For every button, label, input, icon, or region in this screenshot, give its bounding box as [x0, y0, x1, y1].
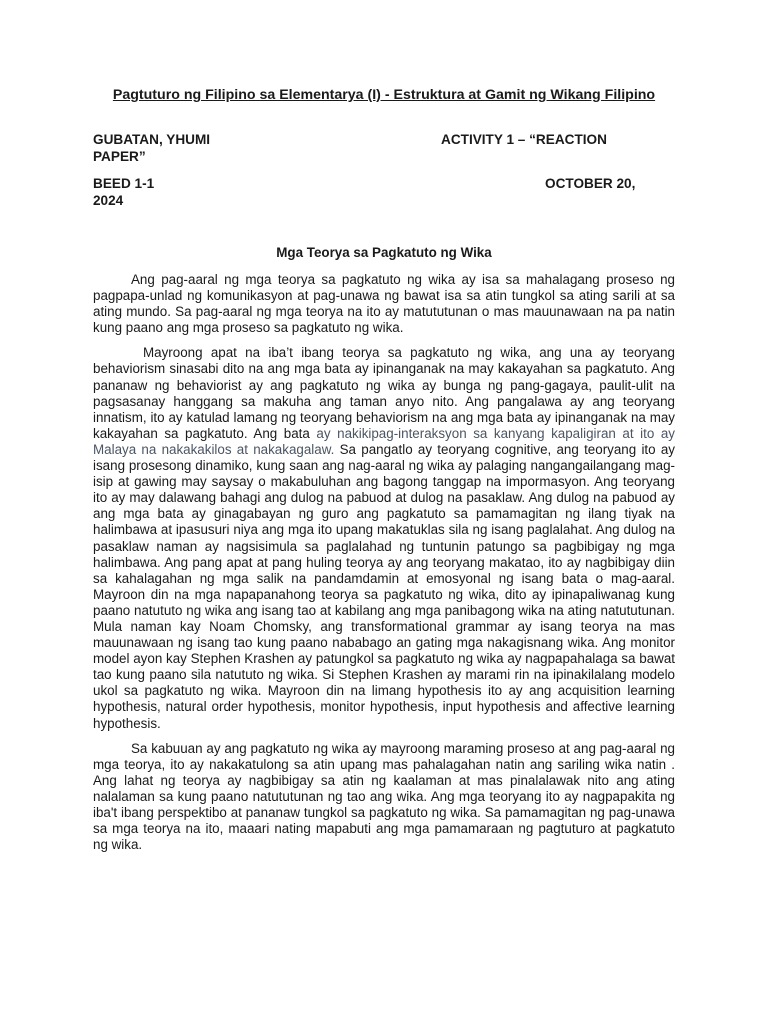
- paragraph-conclusion: Sa kabuuan ay ang pagkatuto ng wika ay mayroong maraming proseso at ang pag-aaral ng mga teorya, ito ay nakakatulong sa atin upang mas pahalagahan natin ang sariling wika natin . Ang lahat ng teorya ay nagbibigay sa atin ng kaalaman at mas pinalalawak nito ang ating nalalaman sa kung paano natututunan ng tao ang wika. Ang mga teoryang ito ay nagpapakita ng iba't ibang perspektibo at pananaw tungkol sa pagkatuto ng wika. Sa pamamagitan ng pag-unawa sa mga teorya na ito, maaari nating mapabuti ang mga pamamaraan ng pagtuturo at pagkatuto ng wika.: [93, 740, 675, 853]
- student-name: GUBATAN, YHUMI: [93, 132, 211, 147]
- activity-label-continued: PAPER”: [93, 148, 146, 164]
- body-text: [93, 272, 675, 862]
- paragraph-theories-part-c: Sa pangatlo ay teoryang cognitive, ang teoryang ito ay isang prosesong dinamiko, kung saan ang nag-aaral ng wika ay palaging nangangailangang mag-isip at gawing may saysay o makabuluhan ang bagong tanggap na impormasyon. Ang teoryang ito ay may dalawang bahagi ang dulog na pabuod at dulog na pasaklaw. Ang dulog na pabuod ay ang mga bata ay ginagabayan ng guro ang pagkatuto sa pamamagitan ng ilang tiyak na halimbawa at ipasusuri niya ang mga ito upang makatuklas sila ng isang paglalahat. Ang dulog na pasaklaw naman ay nagsisimula sa paglalahad ng tuntunin patungo sa pagbibigay ng mga halimbawa. Ang pang apat at pang huling teorya ay ang teoryang makatao, ito ay nagbibigay diin sa kahalagahan ng mga salik na pandamdamin at emosyonal ng isang bata o mag-aaral. Mayroon din na mga napapanahong teorya sa pagkatuto ng wika, dito ay ipinapaliwanag kung paano natututo ng wika ang isang tao at kabilang ang mga panibagong wika na ating natututunan. Mula naman kay Noam Chomsky, ang transformational grammar ay isang teorya na mas mauunawaan ng isang tao kung paano nababago an gating mga nakagisnang wika. Ang monitor model ayon kay Stephen Krashen ay patungkol sa pagkatuto ng wika ay nagpapahalaga sa bawat tao kung paano sila natututo ng wika. Si Stephen Krashen ay marami rin na ipinakilalang modelo ukol sa pagkatuto ng wika. Mayroon din na limang hypothesis ito ay ang acquisition learning hypothesis, natural order hypothesis, monitor hypothesis, input hypothesis and affective learning hypothesis.: [93, 441, 675, 731]
- paragraph-theories-part-a: Mayroong apat na iba’t ibang teorya sa pagkatuto ng wika, ang una ay teoryang behaviorism sinasabi dito na ang mga bata ay ipinanganak na may kakayahan sa pagkatuto. Ang pananaw ng behaviorist ay ang pagkatuto ng wika ay bunga ng pang-gagaya, paulit-ulit na pagsasanay hanggang sa makuha ang taman anyo nito. Ang pangalawa ay ang teoryang innatism, ito ay katulad lamang ng teoryang behaviorism na ang mga bata ay ipinanganak na may kakayahan sa pagkatuto. Ang bata: [93, 345, 675, 441]
- paragraph-theories: [93, 345, 675, 731]
- header-row-name: [93, 132, 675, 166]
- date-label: OCTOBER 20,: [545, 176, 636, 191]
- activity-label: ACTIVITY 1 – “REACTION: [441, 132, 607, 147]
- section-heading: Mga Teorya sa Pagkatuto ng Wika: [276, 245, 492, 260]
- date-year: 2024: [93, 192, 124, 208]
- course-section: BEED 1-1: [93, 176, 155, 191]
- document-title: Pagtuturo ng Filipino sa Elementarya (I) - Estruktura at Gamit ng Wikang Filipino: [112, 87, 656, 103]
- paragraph-intro: Ang pag-aaral ng mga teorya sa pagkatuto ng wika ay isa sa mahalagang proseso ng pagpapa-unlad ng komunikasyon at pag-unawa ng bawat isa sa atin tungkol sa ating sarili at sa ating mundo. Sa pag-aaral ng mga teorya na ito ay matututunan o mas mauunawaan na pa natin kung paano ang mga proseso sa pagkatuto ng wika.: [93, 272, 675, 336]
- paragraph-theories-highlight: ay nakikipag-interaksyon sa kanyang kapaligiran at ito ay Malaya na nakakakilos at nakakagalaw.: [93, 425, 676, 457]
- header-row-course: [93, 176, 675, 210]
